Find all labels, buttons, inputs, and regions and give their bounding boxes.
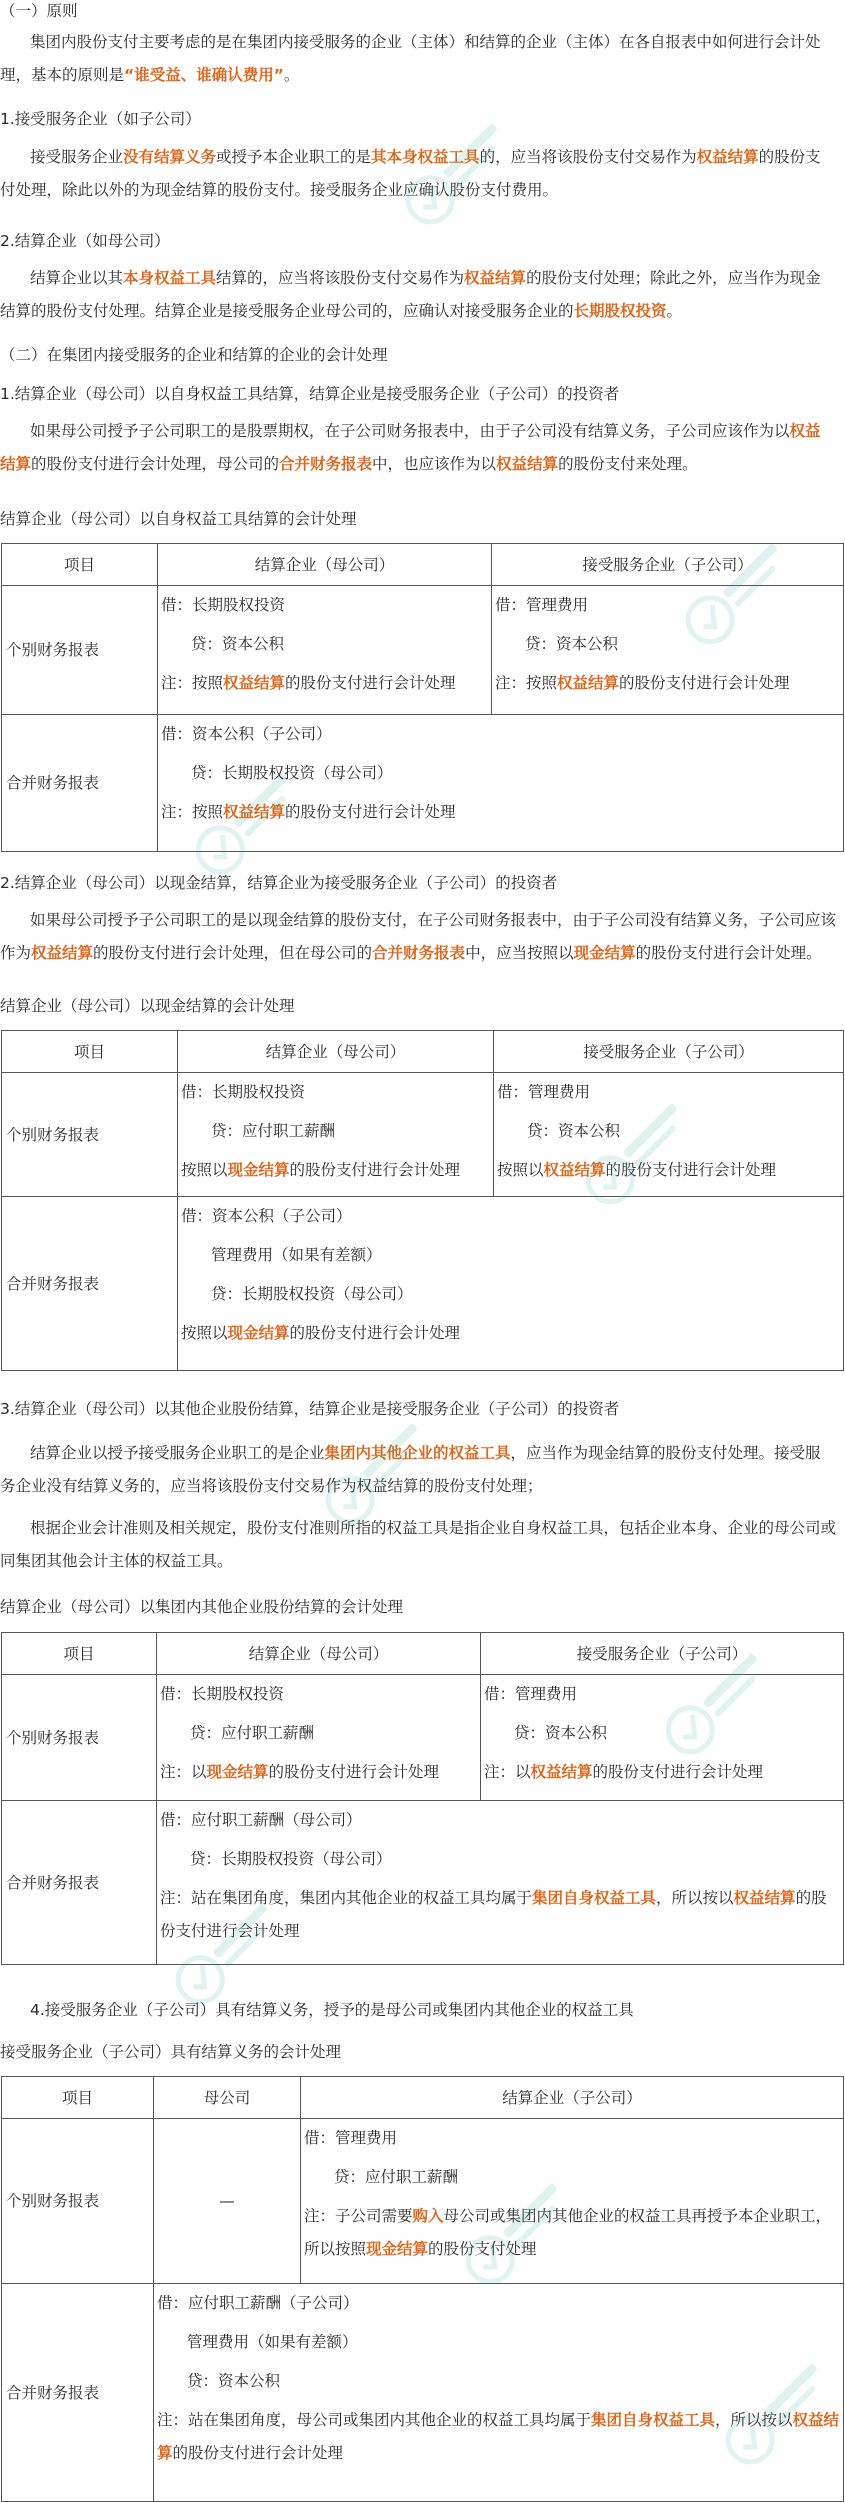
entry-debit: 借：管理费用	[495, 596, 589, 614]
row-label: 合并财务报表	[2, 2284, 154, 2502]
entry-debit: 借：管理费用	[484, 1685, 578, 1703]
header-cell: 项目	[2, 1633, 157, 1675]
table-row	[2, 544, 844, 586]
entry-credit: 贷：资本公积	[191, 635, 285, 653]
entry-note: 按照以现金结算的股份支付进行会计处理	[181, 1324, 461, 1342]
table-row	[2, 715, 844, 852]
entry-note: 注：以现金结算的股份支付进行会计处理	[160, 1763, 440, 1781]
row-label: 合并财务报表	[2, 1801, 157, 1965]
table-cell	[178, 1197, 844, 1371]
table-row	[2, 1073, 844, 1197]
table-cell	[481, 1675, 844, 1801]
entry-credit: 贷：资本公积	[525, 635, 619, 653]
entry-debit: 借：管理费用	[497, 1083, 591, 1101]
entry-debit-extra: 管理费用（如果有差额）	[211, 1246, 382, 1264]
row-label: 合并财务报表	[2, 1197, 178, 1371]
table-cell	[492, 586, 844, 715]
table-row	[2, 586, 844, 715]
table-row	[2, 1633, 844, 1675]
header-cell: 结算企业（母公司）	[157, 1633, 481, 1675]
entry-note: 注：子公司需要购入母公司或集团内其他企业的权益工具再授予本企业职工，所以按照现金结算的股份支付处理	[304, 2207, 832, 2258]
case-1-text: 如果母公司授予子公司职工的是股票期权，在子公司财务报表中，由于子公司没有结算义务，子公司应该作为以权益结算的股份支付进行会计处理，母公司的合并财务报表中，也应该作为以权益结算的股份支付来处理。	[0, 422, 821, 473]
table-row	[2, 1801, 844, 1965]
table-2	[1, 1030, 844, 1371]
table-cell	[157, 1675, 481, 1801]
row-label: 个别财务报表	[2, 586, 158, 715]
header-cell: 项目	[2, 1031, 178, 1073]
header-cell: 接受服务企业（子公司）	[481, 1633, 844, 1675]
case-2-title: 2.结算企业（母公司）以现金结算，结算企业为接受服务企业（子公司）的投资者	[0, 874, 558, 892]
entry-credit: 贷：资本公积	[187, 2372, 281, 2390]
case-4-title: 4.接受服务企业（子公司）具有结算义务，授予的是母公司或集团内其他企业的权益工具	[30, 2001, 634, 2019]
table-4-caption: 接受服务企业（子公司）具有结算义务的会计处理	[0, 2043, 342, 2061]
header-cell: 项目	[2, 2077, 154, 2119]
entry-debit: 借：长期股权投资	[161, 596, 286, 614]
principle-1-text: 接受服务企业没有结算义务或授予本企业职工的是其本身权益工具的，应当将该股份支付交易作为权益结算的股份支付处理，除此以外的为现金结算的股份支付。接受服务企业应确认股份支付费用。	[0, 148, 821, 199]
table-1	[1, 543, 844, 852]
table-1-caption: 结算企业（母公司）以自身权益工具结算的会计处理	[0, 510, 357, 528]
principle-2-text: 结算企业以其本身权益工具结算的，应当将该股份支付交易作为权益结算的股份支付处理；除此之外，应当作为现金结算的股份支付处理。结算企业是接受服务企业母公司的，应确认对接受服务企业的长期股权投资。	[0, 269, 821, 320]
section-heading-principles: （一）原则	[0, 2, 78, 20]
entry-credit: 贷：资本公积	[514, 1724, 608, 1742]
table-cell	[178, 1073, 494, 1197]
entry-note: 注：以权益结算的股份支付进行会计处理	[484, 1763, 764, 1781]
case-3-text-2: 根据企业会计准则及相关规定，股份支付准则所指的权益工具是指企业自身权益工具，包括企业本身、企业的母公司或同集团其他会计主体的权益工具。	[0, 1519, 837, 1570]
entry-note: 按照以权益结算的股份支付进行会计处理	[497, 1161, 777, 1179]
entry-note: 注：站在集团角度，集团内其他企业的权益工具均属于集团自身权益工具，所以按以权益结算的股份支付进行会计处理	[160, 1889, 827, 1940]
entry-note: 注：站在集团角度，母公司或集团内其他企业的权益工具均属于集团自身权益工具，所以按以权益结算的股份支付进行会计处理	[157, 2411, 840, 2462]
entry-credit: 贷：应付职工薪酬	[211, 1122, 336, 1140]
principle-1-title: 1.接受服务企业（如子公司）	[0, 110, 201, 128]
entry-credit: 贷：应付职工薪酬	[190, 1724, 315, 1742]
header-cell: 结算企业（子公司）	[301, 2077, 844, 2119]
header-cell: 接受服务企业（子公司）	[492, 544, 844, 586]
entry-debit: 借：资本公积（子公司）	[161, 725, 332, 743]
row-label: 个别财务报表	[2, 1675, 157, 1801]
entry-debit-extra: 管理费用（如果有差额）	[187, 2333, 358, 2351]
entry-credit: 贷：资本公积	[527, 1122, 621, 1140]
entry-note: 注：按照权益结算的股份支付进行会计处理	[161, 803, 456, 821]
entry-debit: 借：资本公积（子公司）	[181, 1207, 352, 1225]
table-row	[2, 1031, 844, 1073]
case-3-title: 3.结算企业（母公司）以其他企业股份结算，结算企业是接受服务企业（子公司）的投资者	[0, 1400, 620, 1418]
header-cell: 项目	[2, 544, 158, 586]
principle-2-title: 2.结算企业（如母公司）	[0, 232, 170, 250]
empty-dash-cell: —	[154, 2119, 301, 2284]
entry-note: 注：按照权益结算的股份支付进行会计处理	[161, 674, 456, 692]
table-4	[1, 2076, 844, 2502]
entry-debit: 借：应付职工薪酬（母公司）	[160, 1811, 362, 1829]
table-row	[2, 1675, 844, 1801]
table-cell	[494, 1073, 844, 1197]
entry-note: 按照以现金结算的股份支付进行会计处理	[181, 1161, 461, 1179]
table-2-caption: 结算企业（母公司）以现金结算的会计处理	[0, 997, 295, 1015]
case-2-text: 如果母公司授予子公司职工的是以现金结算的股份支付，在子公司财务报表中，由于子公司没有结算义务，子公司应该作为权益结算的股份支付进行会计处理，但在母公司的合并财务报表中，应当按照以现金结算的股份支付进行会计处理。	[0, 911, 837, 962]
table-3	[1, 1632, 844, 1965]
entry-debit: 借：应付职工薪酬（子公司）	[157, 2294, 359, 2312]
row-label: 个别财务报表	[2, 1073, 178, 1197]
header-cell: 结算企业（母公司）	[158, 544, 492, 586]
entry-debit: 借：长期股权投资	[181, 1083, 306, 1101]
case-1-title: 1.结算企业（母公司）以自身权益工具结算，结算企业是接受服务企业（子公司）的投资者	[0, 385, 620, 403]
header-cell: 接受服务企业（子公司）	[494, 1031, 844, 1073]
header-cell: 结算企业（母公司）	[178, 1031, 494, 1073]
entry-credit: 贷：应付职工薪酬	[334, 2168, 459, 2186]
table-cell	[158, 715, 844, 852]
entry-credit: 贷：长期股权投资（母公司）	[190, 1850, 392, 1868]
case-3-text: 结算企业以授予接受服务企业职工的是企业集团内其他企业的权益工具，应当作为现金结算的股份支付处理。接受服务企业没有结算义务的，应当将该股份支付交易作为权益结算的股份支付处理；	[0, 1444, 821, 1495]
entry-debit: 借：管理费用	[304, 2129, 398, 2147]
table-row	[2, 2284, 844, 2502]
entry-credit: 贷：长期股权投资（母公司）	[211, 1285, 413, 1303]
table-cell	[158, 586, 492, 715]
table-cell	[154, 2284, 844, 2502]
entry-note: 注：按照权益结算的股份支付进行会计处理	[495, 674, 790, 692]
entry-debit: 借：长期股权投资	[160, 1685, 285, 1703]
entry-credit: 贷：长期股权投资（母公司）	[191, 764, 393, 782]
header-cell: 母公司	[154, 2077, 301, 2119]
table-cell	[157, 1801, 844, 1965]
table-row	[2, 2119, 844, 2284]
table-cell	[301, 2119, 844, 2284]
table-row	[2, 2077, 844, 2119]
section-heading-group: （二）在集团内接受服务的企业和结算的企业的会计处理	[0, 346, 388, 364]
row-label: 个别财务报表	[2, 2119, 154, 2284]
table-3-caption: 结算企业（母公司）以集团内其他企业股份结算的会计处理	[0, 1598, 404, 1616]
row-label: 合并财务报表	[2, 715, 158, 852]
table-row	[2, 1197, 844, 1371]
principle-intro: 集团内股份支付主要考虑的是在集团内接受服务的企业（主体）和结算的企业（主体）在各自报表中如何进行会计处理，基本的原则是“谁受益、谁确认费用”。	[0, 33, 821, 84]
